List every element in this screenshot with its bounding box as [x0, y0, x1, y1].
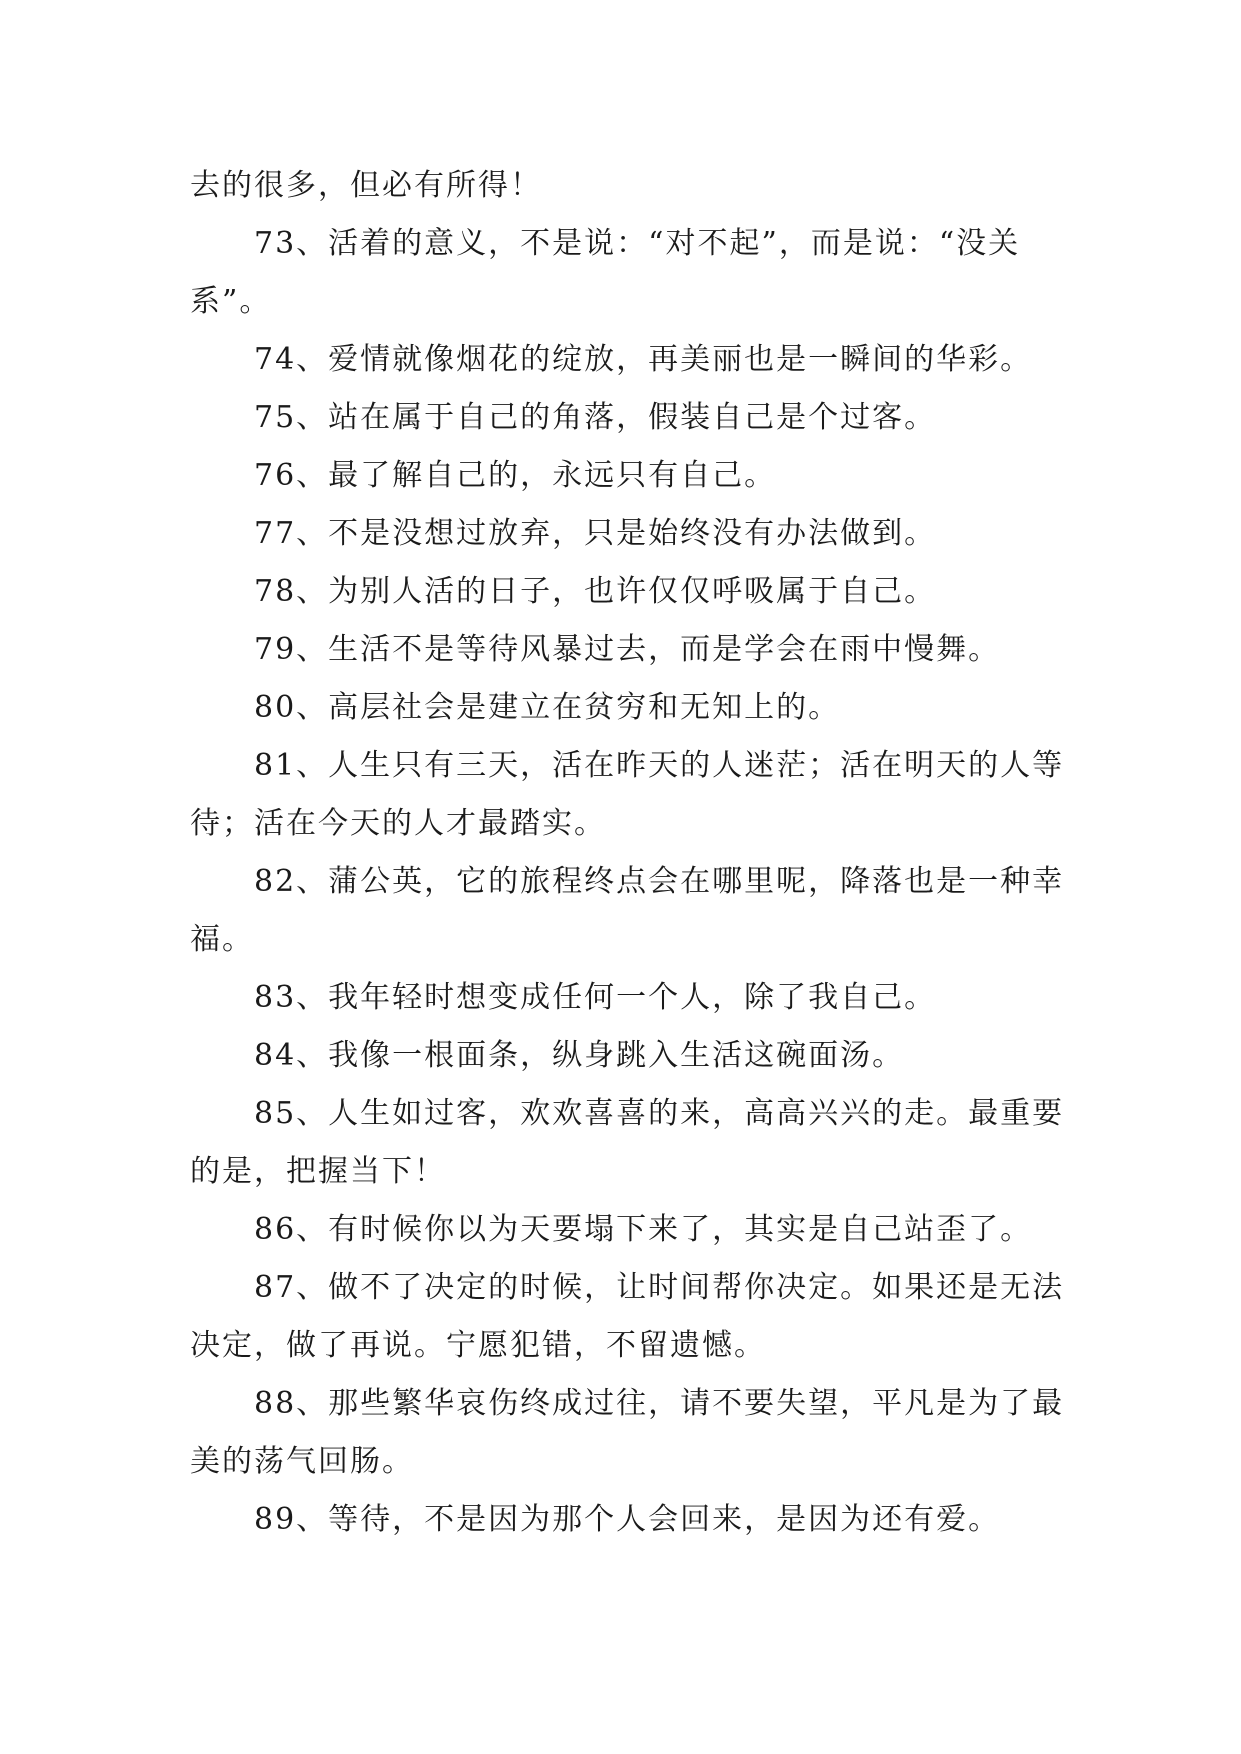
paragraph-79: 79、生活不是等待风暴过去，而是学会在雨中慢舞。 — [254, 632, 1001, 667]
paragraph-88: 88、那些繁华哀伤终成过往，请不要失望，平凡是为了最美的荡气回肠。 — [190, 1386, 1065, 1479]
paragraph-continuation: 去的很多，但必有所得！ — [190, 168, 542, 203]
paragraph-86: 86、有时候你以为天要塌下来了，其实是自己站歪了。 — [254, 1212, 1033, 1247]
paragraph-82: 82、蒲公英，它的旅程终点会在哪里呢，降落也是一种幸福。 — [190, 864, 1065, 957]
paragraph-84: 84、我像一根面条，纵身跳入生活这碗面汤。 — [254, 1038, 905, 1073]
paragraph-73: 73、活着的意义，不是说：“对不起”，而是说：“没关系”。 — [190, 226, 1021, 319]
paragraph-81: 81、人生只有三天，活在昨天的人迷茫；活在明天的人等待；活在今天的人才最踏实。 — [190, 748, 1065, 841]
paragraph-75: 75、站在属于自己的角落，假装自己是个过客。 — [254, 400, 937, 435]
document-body — [190, 157, 1070, 1549]
paragraph-87: 87、做不了决定的时候，让时间帮你决定。如果还是无法决定，做了再说。宁愿犯错，不留遗憾。 — [190, 1270, 1065, 1363]
paragraph-76: 76、最了解自己的，永远只有自己。 — [254, 458, 777, 493]
paragraph-77: 77、不是没想过放弃，只是始终没有办法做到。 — [254, 516, 937, 551]
paragraph-80: 80、高层社会是建立在贫穷和无知上的。 — [254, 690, 841, 725]
paragraph-89: 89、等待，不是因为那个人会回来，是因为还有爱。 — [254, 1502, 1001, 1537]
paragraph-78: 78、为别人活的日子，也许仅仅呼吸属于自己。 — [254, 574, 937, 609]
paragraph-83: 83、我年轻时想变成任何一个人，除了我自己。 — [254, 980, 937, 1015]
paragraph-74: 74、爱情就像烟花的绽放，再美丽也是一瞬间的华彩。 — [254, 342, 1033, 377]
paragraph-85: 85、人生如过客，欢欢喜喜的来，高高兴兴的走。最重要的是，把握当下！ — [190, 1096, 1065, 1189]
